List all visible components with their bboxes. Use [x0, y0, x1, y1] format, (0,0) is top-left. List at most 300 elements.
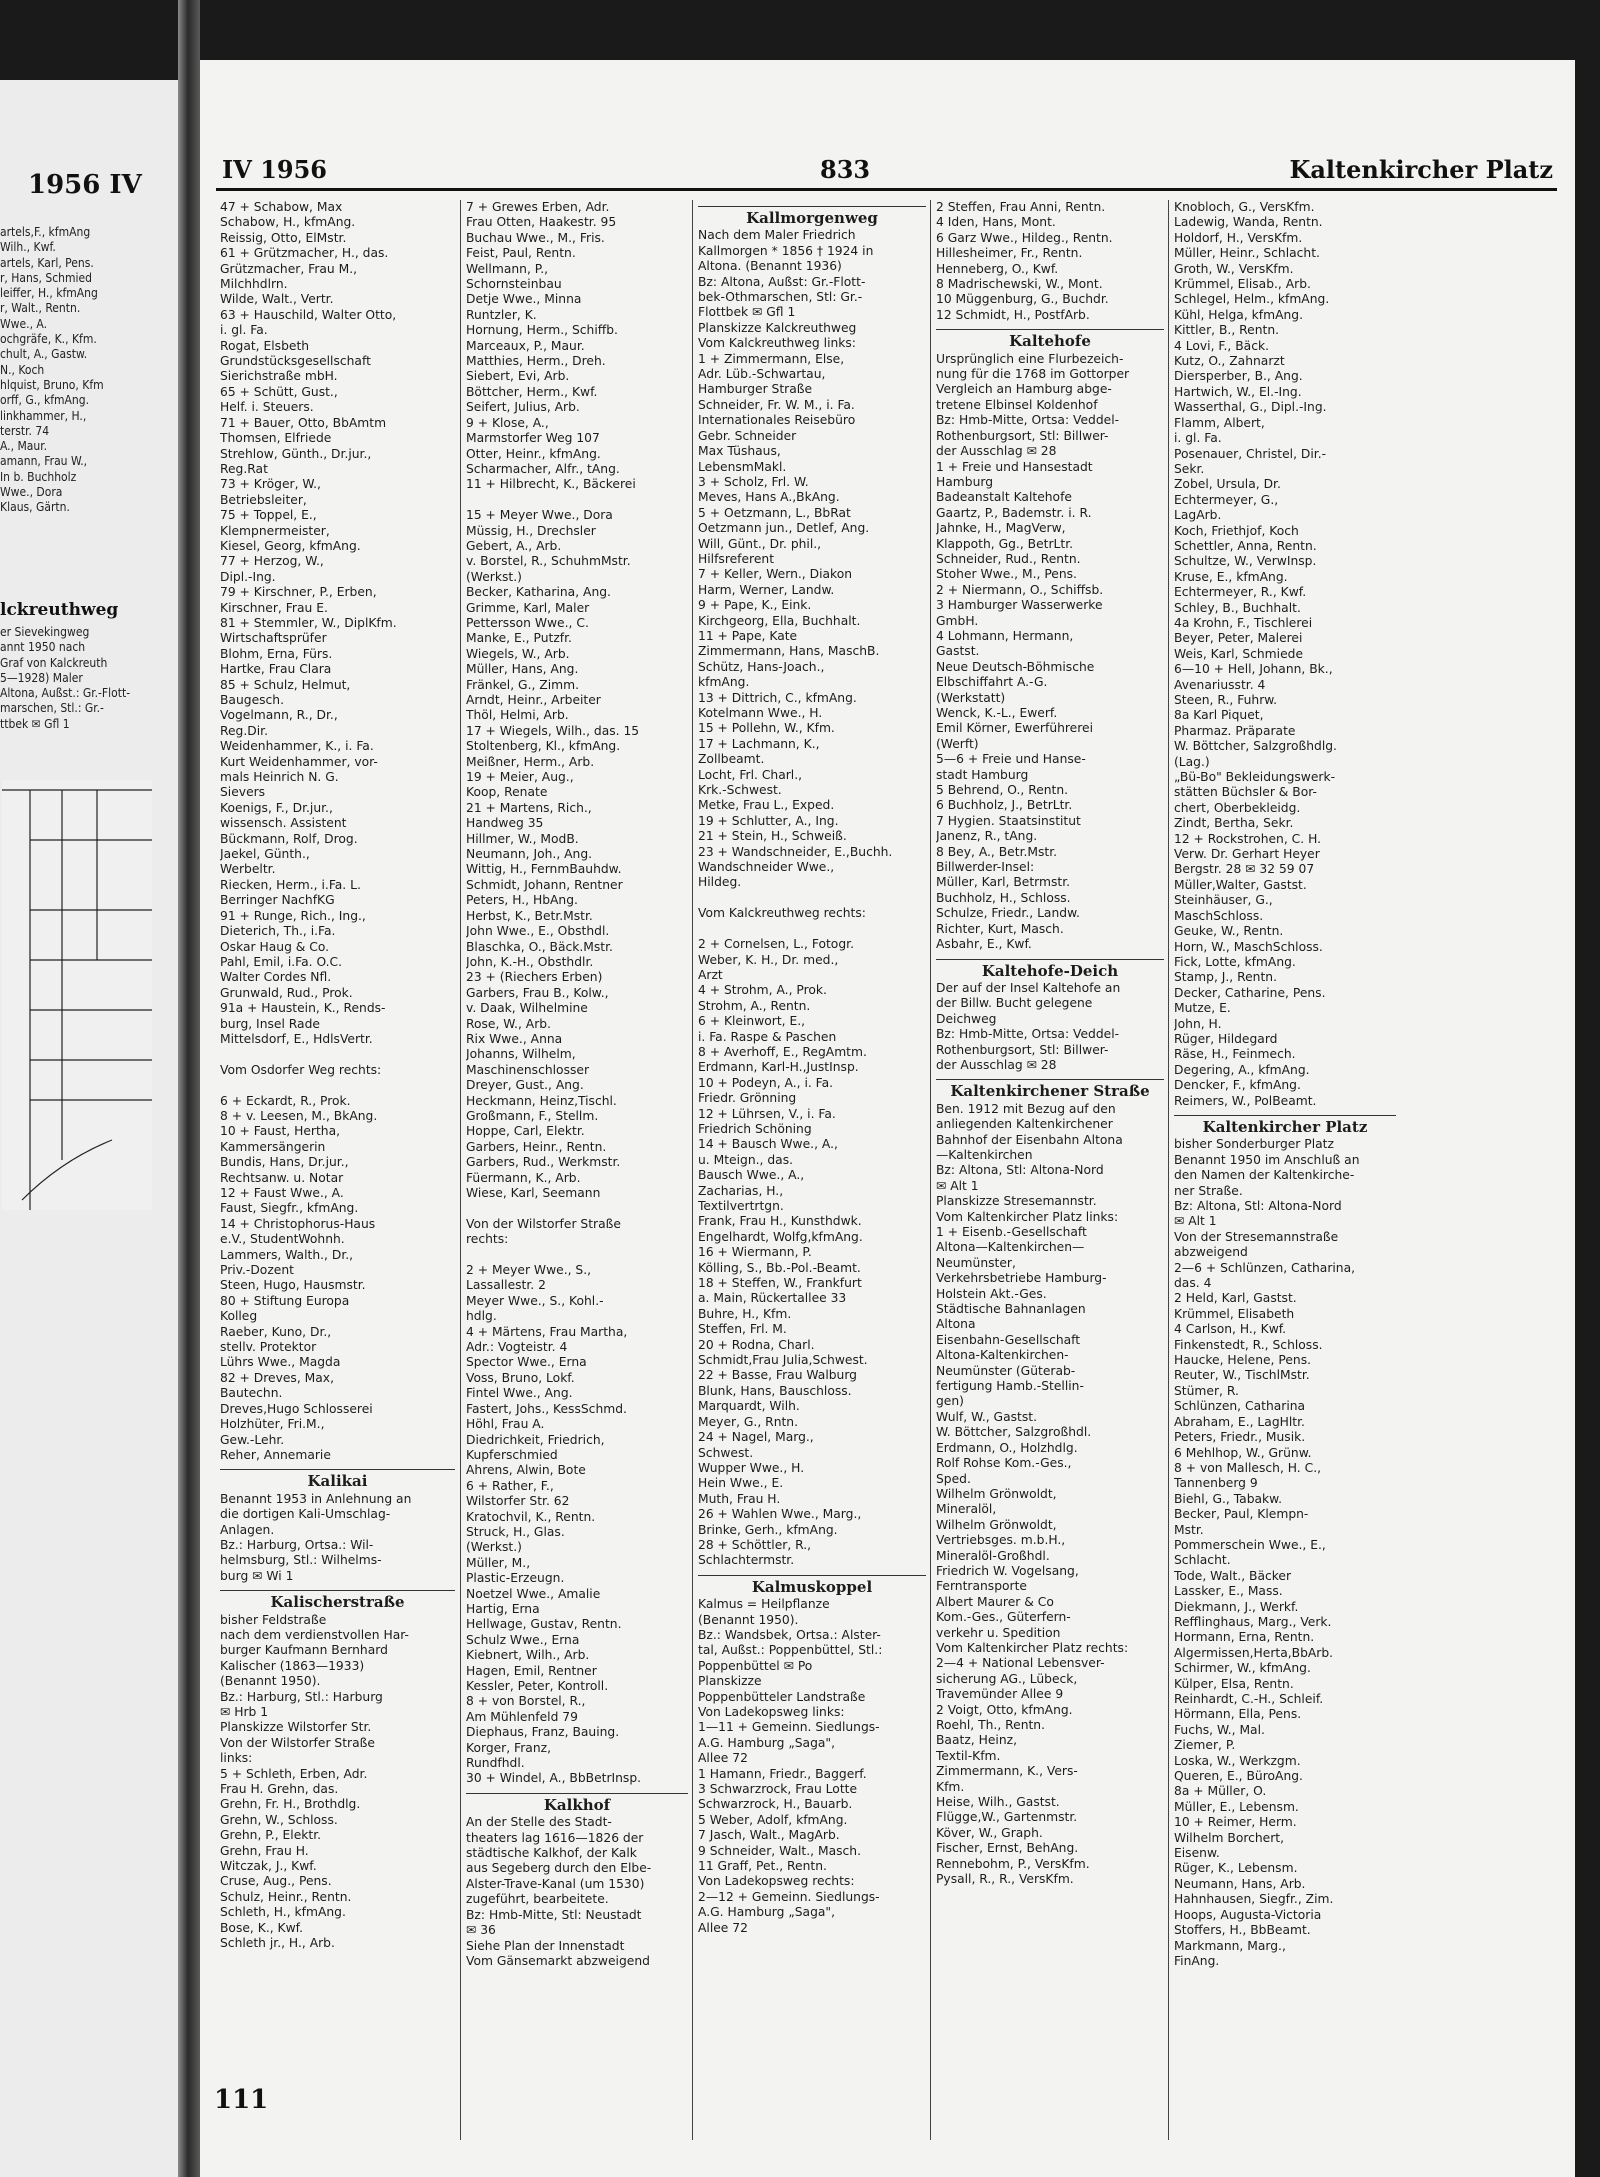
directory-line: Baugesch. — [220, 693, 285, 707]
directory-line: Rothenburgsort, Stl: Billwer- — [936, 1042, 1109, 1057]
directory-line: Roehl, Th., Rentn. — [936, 1718, 1046, 1732]
directory-line: 8a Karl Piquet, — [1174, 708, 1264, 723]
directory-line: 7 Hygien. Staatsinstitut — [936, 813, 1081, 828]
directory-line: Garbers, Frau B., Kolw., — [466, 985, 609, 1000]
directory-line: Friedr. Grönning — [698, 1091, 797, 1106]
column-divider-1 — [460, 200, 461, 2140]
directory-line: 16 + Wiermann, P. — [698, 1245, 812, 1260]
directory-line: Müller, Heinr., Schlacht. — [1174, 246, 1320, 261]
directory-line: W. Böttcher, Salzgroßhdl. — [936, 1425, 1092, 1440]
directory-line: Schwest. — [698, 1445, 754, 1460]
directory-line: Kurt Weidenhammer, vor- — [220, 754, 378, 769]
directory-line: Steffen, Frl. M. — [698, 1322, 787, 1337]
directory-line: Raeber, Kuno, Dr., — [220, 1324, 332, 1339]
directory-line: Dieterich, Th., i.Fa. — [220, 924, 336, 939]
directory-line: Berringer NachfKG — [220, 893, 335, 908]
left-line: terstr. 74 — [0, 423, 50, 438]
directory-line: 2—6 + Schlünzen, Catharina, — [1174, 1260, 1356, 1275]
directory-line: Abraham, E., LagHltr. — [1174, 1414, 1305, 1429]
directory-line: Gaartz, P., Bademstr. i. R. — [936, 505, 1092, 520]
directory-line: Am Mühlenfeld 79 — [466, 1709, 578, 1724]
column-3 — [698, 200, 926, 2120]
directory-line: Avenariusstr. 4 — [1174, 677, 1266, 692]
directory-line: Benannt 1950 im Anschluß an — [1174, 1152, 1360, 1167]
directory-line: Runtzler, K. — [466, 307, 537, 322]
street-heading: Kaltenkirchener Straße — [936, 1079, 1164, 1099]
directory-line: Haucke, Helene, Pens. — [1174, 1353, 1312, 1368]
directory-line: 91a + Haustein, K., Rends- — [220, 1001, 386, 1016]
directory-line: Ben. 1912 mit Bezug auf den — [936, 1101, 1116, 1116]
directory-line: Stamp, J., Rentn. — [1174, 970, 1277, 985]
directory-line: Schulz, Heinr., Rentn. — [220, 1889, 352, 1904]
directory-line: Knobloch, G., VersKfm. — [1174, 200, 1315, 214]
directory-line: 81 + Stemmler, W., DiplKfm. — [220, 615, 397, 630]
street-heading: Kaltehofe — [936, 329, 1164, 349]
header-rule — [216, 188, 1557, 191]
directory-line: John Wwe., E., Obsthdl. — [466, 924, 610, 939]
left-line: A., Maur. — [0, 439, 47, 454]
directory-line: 73 + Kröger, W., — [220, 477, 321, 492]
left-line: artels, Karl, Pens. — [0, 255, 94, 270]
directory-line: Fastert, Johs., KessSchmd. — [466, 1401, 627, 1416]
directory-line: Holdorf, H., VersKfm. — [1174, 230, 1303, 245]
directory-line: Thomsen, Elfriede — [220, 431, 332, 446]
directory-line: Kalmus = Heilpflanze — [698, 1597, 830, 1612]
directory-line: Pharmaz. Präparate — [1174, 723, 1296, 738]
directory-line: Kalischer (1863—1933) — [220, 1658, 365, 1673]
directory-line: LebensmMakl. — [698, 459, 787, 474]
directory-line: Garbers, Rud., Werkmstr. — [466, 1155, 621, 1170]
directory-line: Schütz, Hans-Joach., — [698, 659, 825, 674]
directory-line: der Ausschlag ✉ 28 — [936, 1057, 1057, 1072]
directory-line: Meyer, G., Rntn. — [698, 1414, 799, 1429]
directory-line: Dreves,Hugo Schlosserei — [220, 1401, 373, 1416]
directory-line: Markmann, Marg., — [1174, 1938, 1286, 1953]
directory-line: Blunk, Hans, Bauschloss. — [698, 1383, 852, 1398]
street-heading: Kallmorgenweg — [698, 206, 926, 226]
directory-line: der Billw. Bucht gelegene — [936, 996, 1093, 1011]
directory-line: Wittig, H., FernmBauhdw. — [466, 862, 622, 877]
directory-line: städtische Kalkhof, der Kalk — [466, 1846, 637, 1861]
directory-line: 12 Schmidt, H., PostfArb. — [936, 307, 1090, 322]
directory-line: Blaschka, O., Bäck.Mstr. — [466, 939, 613, 954]
directory-line: 12 + Faust Wwe., A. — [220, 1186, 344, 1200]
directory-line: Rundfhdl. — [466, 1756, 525, 1771]
directory-line: John, K.-H., Obsthdlr. — [466, 954, 594, 969]
directory-line: bisher Feldstraße — [220, 1612, 327, 1627]
street-heading: Kaltehofe-Deich — [936, 959, 1164, 979]
directory-line: chert, Oberbekleidg. — [1174, 800, 1301, 815]
directory-line: Allee 72 — [698, 1920, 748, 1935]
directory-line: Klappoth, Gg., BetrLtr. — [936, 536, 1074, 551]
left-line: r, Hans, Schmied — [0, 270, 93, 285]
left-line: Wwe., Dora — [0, 485, 63, 500]
directory-line: Harm, Werner, Landw. — [698, 582, 835, 597]
directory-line: MaschSchloss. — [1174, 908, 1264, 923]
directory-line: Marceaux, P., Maur. — [466, 338, 585, 353]
directory-line: Wilhelm Grönwoldt, — [936, 1486, 1057, 1501]
directory-line: Koch, Friethjof, Koch — [1174, 523, 1299, 538]
directory-line: Engelhardt, Wolfg,kfmAng. — [698, 1229, 863, 1244]
directory-line: wissensch. Assistent — [220, 816, 347, 831]
directory-line: Bz.: Harburg, Stl.: Harburg — [220, 1689, 383, 1704]
directory-line: Schlachtermstr. — [698, 1553, 795, 1568]
directory-line: Bz: Altona, Stl: Altona-Nord — [936, 1163, 1104, 1178]
directory-line: Mutze, E. — [1174, 1001, 1231, 1016]
directory-line — [220, 1047, 455, 1062]
directory-line: Holzhüter, Fri.M., — [220, 1417, 325, 1432]
directory-line: gen) — [936, 1394, 964, 1409]
directory-line: fertigung Hamb.-Stellin- — [936, 1379, 1084, 1394]
directory-line: Henneberg, O., Kwf. — [936, 261, 1059, 276]
directory-line: 28 + Schöttler, R., — [698, 1537, 812, 1552]
directory-line: Becker, Paul, Klempn- — [1174, 1507, 1309, 1522]
directory-line: 1—11 + Gemeinn. Siedlungs- — [698, 1720, 880, 1735]
directory-line: Johanns, Wilhelm, — [466, 1047, 576, 1062]
directory-line: 11 + Pape, Kate — [698, 628, 798, 643]
street-heading: Kaltenkircher Platz — [1174, 1115, 1396, 1135]
directory-line: Wilhelm Grönwoldt, — [936, 1517, 1057, 1532]
left-line: chult, A., Gastw. — [0, 347, 88, 362]
directory-line: Frank, Frau H., Kunsthdwk. — [698, 1214, 862, 1229]
directory-line: Wirtschaftsprüfer — [220, 631, 327, 646]
directory-line: 8 Madrischewski, W., Mont. — [936, 277, 1103, 292]
directory-line: 4 Carlson, H., Kwf. — [1174, 1322, 1287, 1337]
directory-line: Kirschner, Frau E. — [220, 600, 328, 615]
directory-line: Adr. Lüb.-Schwartau, — [698, 367, 826, 382]
directory-line: Erdmann, Karl-H.,JustInsp. — [698, 1060, 859, 1075]
directory-line: Loska, W., Werkzgm. — [1174, 1753, 1301, 1768]
directory-line: aus Segeberg durch den Elbe- — [466, 1861, 652, 1876]
directory-line: 10 + Faust, Hertha, — [220, 1124, 341, 1139]
directory-line: Ursprünglich eine Flurbezeich- — [936, 351, 1124, 366]
directory-line: Handweg 35 — [466, 816, 544, 831]
directory-line: Hillesheimer, Fr., Rentn. — [936, 246, 1083, 261]
directory-line: Beyer, Peter, Malerei — [1174, 631, 1303, 646]
directory-line: 75 + Toppel, E., — [220, 508, 317, 523]
directory-line: (Benannt 1950). — [698, 1612, 799, 1627]
directory-line: Fick, Lotte, kfmAng. — [1174, 954, 1296, 969]
directory-line: 21 + Martens, Rich., — [466, 800, 592, 815]
directory-line: Riecken, Herm., i.Fa. L. — [220, 877, 361, 892]
directory-line: Schlünzen, Catharina — [1174, 1399, 1306, 1414]
directory-line: Meyer Wwe., S., Kohl.- — [466, 1293, 604, 1308]
directory-line: Strehlow, Günth., Dr.jur., — [220, 446, 372, 461]
directory-line: Kupferschmied — [466, 1447, 558, 1462]
directory-line: Bz: Altona, Stl: Altona-Nord — [1174, 1199, 1342, 1213]
left-line: 5—1928) Maler — [0, 670, 83, 685]
directory-line: Schmidt,Frau Julia,Schwest. — [698, 1353, 868, 1368]
directory-line: v. Daak, Wilhelmine — [466, 1001, 588, 1016]
directory-line: Horn, W., MaschSchloss. — [1174, 939, 1323, 954]
directory-line: Kfm. — [936, 1779, 965, 1794]
right-page — [200, 60, 1575, 2177]
directory-line: 63 + Hauschild, Walter Otto, — [220, 307, 397, 322]
column-4 — [936, 200, 1164, 2120]
directory-line: zugeführt, bearbeitete. — [466, 1892, 609, 1907]
directory-line: anliegenden Kaltenkirchener — [936, 1117, 1113, 1132]
directory-line: Kruse, E., kfmAng. — [1174, 569, 1288, 584]
page-number: 111 — [214, 2085, 269, 2115]
directory-line: stadt Hamburg — [936, 767, 1029, 782]
directory-line: Planskizze Stresemannstr. — [936, 1194, 1097, 1209]
directory-line: Frau H. Grehn, das. — [220, 1782, 339, 1797]
directory-line: Pettersson Wwe., C. — [466, 615, 589, 630]
directory-line: Locht, Frl. Charl., — [698, 767, 803, 782]
directory-line: Spector Wwe., Erna — [466, 1355, 587, 1370]
directory-line: Dreyer, Gust., Ang. — [466, 1078, 584, 1093]
directory-line: Becker, Katharina, Ang. — [466, 585, 611, 600]
directory-line: Diekmann, J., Werkf. — [1174, 1599, 1299, 1614]
directory-line: Meißner, Herm., Arb. — [466, 754, 595, 769]
directory-line: Kirchgeorg, Ella, Buchhalt. — [698, 613, 861, 628]
directory-line: 80 + Stiftung Europa — [220, 1293, 350, 1308]
directory-line: tretene Elbinsel Koldenhof — [936, 397, 1098, 412]
directory-line: theaters lag 1616—1826 der — [466, 1830, 644, 1845]
directory-line: 47 + Schabow, Max — [220, 200, 343, 214]
directory-line: verkehr u. Spedition — [936, 1625, 1061, 1640]
directory-line: Ladewig, Wanda, Rentn. — [1174, 215, 1323, 230]
directory-line: Reher, Annemarie — [220, 1447, 331, 1462]
directory-line: Hormann, Erna, Rentn. — [1174, 1630, 1315, 1645]
directory-line: Kolleg — [220, 1309, 258, 1324]
directory-line: hdlg. — [466, 1309, 497, 1324]
directory-line: Stoher Wwe., M., Pens. — [936, 567, 1077, 582]
directory-line: LagArb. — [1174, 508, 1222, 523]
directory-line: 5 Behrend, O., Rentn. — [936, 783, 1069, 798]
directory-line: bek-Othmarschen, Stl: Gr.- — [698, 290, 863, 305]
directory-line: Von Ladekopsweg rechts: — [698, 1874, 855, 1889]
directory-line: 6 + Eckardt, R., Prok. — [220, 1093, 351, 1108]
directory-line: (Werft) — [936, 736, 979, 751]
directory-line: John, H. — [1174, 1016, 1222, 1031]
directory-line: Mineralöl-Großhdl. — [936, 1548, 1050, 1563]
directory-line: Feist, Paul, Rentn. — [466, 246, 576, 261]
directory-line: Krümmel, Elisab., Arb. — [1174, 277, 1311, 292]
directory-line: Hillmer, W., ModB. — [466, 831, 579, 846]
directory-line: Hoppe, Carl, Elektr. — [466, 1124, 585, 1139]
directory-line: Betriebsleiter, — [220, 492, 307, 507]
directory-line: Wilstorfer Str. 62 — [466, 1494, 570, 1509]
directory-line: Bausch Wwe., A., — [698, 1168, 805, 1183]
directory-line: Reg.Dir. — [220, 723, 268, 738]
directory-line: sicherung AG., Lübeck, — [936, 1671, 1078, 1686]
directory-line: Schulze, Friedr., Landw. — [936, 906, 1080, 921]
directory-line: Echtermeyer, R., Kwf. — [1174, 585, 1307, 600]
directory-line: Hoops, Augusta-Victoria — [1174, 1907, 1322, 1922]
directory-line: Hein Wwe., E. — [698, 1476, 784, 1491]
directory-line: 1 + Eisenb.-Gesellschaft — [936, 1225, 1087, 1239]
directory-line: Will, Günt., Dr. phil., — [698, 536, 822, 551]
directory-line: 11 + Hilbrecht, K., Bäckerei — [466, 477, 636, 492]
directory-line: Von der Wilstorfer Straße — [466, 1216, 621, 1231]
directory-line: 5 + Oetzmann, L., BbRat — [698, 505, 851, 520]
directory-line: Peters, H., HbAng. — [466, 893, 578, 908]
directory-line: Buchau Wwe., M., Fris. — [466, 230, 605, 245]
directory-line: Von der Stresemannstraße — [1174, 1229, 1339, 1244]
directory-line: ✉ 36 — [466, 1923, 496, 1938]
directory-line: Diersperber, B., Ang. — [1174, 369, 1303, 384]
directory-line: 2 + Cornelsen, L., Fotogr. — [698, 937, 854, 952]
directory-line: nach dem verdienstvollen Har- — [220, 1627, 409, 1642]
directory-line: Pahl, Emil, i.Fa. O.C. — [220, 954, 343, 969]
directory-line: 24 + Nagel, Marg., — [698, 1430, 814, 1445]
directory-line: 4 Lovi, F., Bäck. — [1174, 338, 1269, 353]
running-head-page-number: 833 — [820, 155, 871, 184]
directory-line: Neumann, Hans, Arb. — [1174, 1876, 1306, 1891]
directory-line: Bz.: Harburg, Ortsa.: Wil- — [220, 1537, 374, 1552]
directory-line: Verw. Dr. Gerhart Heyer — [1174, 847, 1320, 862]
left-line: annt 1950 nach — [0, 640, 86, 655]
directory-line: 2 + Niermann, O., Schiffsb. — [936, 582, 1104, 597]
directory-line: Schleth jr., H., Arb. — [220, 1936, 335, 1951]
directory-line: 7 + Keller, Wern., Diakon — [698, 567, 853, 582]
directory-line: Korger, Franz, — [466, 1740, 551, 1755]
directory-line: Hildeg. — [698, 875, 742, 890]
directory-line: Grehn, W., Schloss. — [220, 1812, 338, 1827]
directory-line: 10 + Podeyn, A., i. Fa. — [698, 1075, 834, 1090]
directory-line: Echtermeyer, G., — [1174, 492, 1279, 507]
directory-line: der Ausschlag ✉ 28 — [936, 444, 1057, 459]
directory-line: Siehe Plan der Innenstadt — [466, 1938, 625, 1953]
directory-line: u. Mteign., das. — [698, 1152, 794, 1167]
directory-line: Reimers, W., PolBeamt. — [1174, 1093, 1317, 1108]
directory-line: Krk.-Schwest. — [698, 783, 782, 798]
directory-line: Zacharias, H., — [698, 1183, 784, 1198]
directory-line: 4 Iden, Hans, Mont. — [936, 215, 1056, 230]
directory-line: FinAng. — [1174, 1953, 1220, 1968]
directory-line: GmbH. — [936, 613, 979, 628]
directory-line: Stümer, R. — [1174, 1383, 1239, 1398]
directory-line: Neumünster, — [936, 1255, 1016, 1270]
directory-line: 7 + Grewes Erben, Adr. — [466, 200, 610, 214]
directory-line: Rose, W., Arb. — [466, 1016, 551, 1031]
column-divider-3 — [930, 200, 931, 2140]
directory-line: Jaekel, Günth., — [220, 847, 310, 862]
directory-line: 23 + Wandschneider, E.,Buchh. — [698, 844, 893, 859]
directory-line: Reg.Rat — [220, 461, 268, 476]
directory-line: 4 Lohmann, Hermann, — [936, 628, 1074, 643]
directory-line: 9 + Pape, K., Eink. — [698, 598, 812, 613]
directory-line: Bz: Hmb-Mitte, Ortsa: Veddel- — [936, 413, 1120, 428]
directory-line: Wilhelm Borchert, — [1174, 1830, 1285, 1845]
directory-line: Ahrens, Alwin, Bote — [466, 1463, 586, 1478]
directory-line: Bautechn. — [220, 1386, 283, 1401]
directory-line: Gebert, A., Arb. — [466, 538, 562, 553]
directory-line: Heise, Wilh., Gastst. — [936, 1795, 1060, 1810]
running-head-right: Kaltenkircher Platz — [1289, 155, 1553, 184]
directory-line: Hornung, Herm., Schiffb. — [466, 323, 618, 338]
directory-line: Steen, R., Fuhrw. — [1174, 693, 1278, 707]
directory-line: Schornsteinbau — [466, 277, 562, 292]
directory-line: Zindt, Bertha, Sekr. — [1174, 816, 1294, 831]
directory-line: 3 + Scholz, Frl. W. — [698, 474, 809, 489]
directory-line: Koenigs, F., Dr.jur., — [220, 800, 333, 815]
directory-line: Noetzel Wwe., Amalie — [466, 1586, 601, 1601]
directory-line: Bundis, Hans, Dr.jur., — [220, 1155, 349, 1170]
directory-line: Flügge,W., Gartenmstr. — [936, 1810, 1078, 1825]
directory-line: Lassker, E., Mass. — [1174, 1584, 1283, 1599]
directory-line: Külper, Elsa, Rentn. — [1174, 1676, 1294, 1691]
directory-line: Weber, K. H., Dr. med., — [698, 952, 839, 967]
directory-line: Siebert, Evi, Arb. — [466, 369, 570, 384]
directory-line: 10 + Reimer, Herm. — [1174, 1815, 1297, 1830]
directory-line: Asbahr, E., Kwf. — [936, 937, 1032, 952]
directory-line: Wiegels, W., Arb. — [466, 646, 570, 661]
directory-line: (Lag.) — [1174, 754, 1210, 769]
directory-line: 11 Graff, Pet., Rentn. — [698, 1859, 827, 1874]
directory-line: Fränkel, G., Zimm. — [466, 677, 580, 692]
directory-line: Schwarzrock, H., Bauarb. — [698, 1797, 853, 1812]
directory-line: 6 Garz Wwe., Hildeg., Rentn. — [936, 230, 1113, 245]
directory-line: 8 + von Mallesch, H. C., — [1174, 1460, 1322, 1475]
directory-line: Oskar Haug & Co. — [220, 939, 330, 954]
directory-line: die dortigen Kali-Umschlag- — [220, 1507, 391, 1522]
directory-line: Allee 72 — [698, 1751, 748, 1766]
directory-line: 82 + Dreves, Max, — [220, 1370, 334, 1385]
left-line: er Sievekingweg — [0, 625, 90, 639]
directory-line: Diephaus, Franz, Bauing. — [466, 1725, 620, 1740]
directory-line: Internationales Reisebüro — [698, 413, 856, 428]
street-map-sketch — [2, 780, 152, 1210]
directory-line: Bückmann, Rolf, Drog. — [220, 831, 358, 846]
directory-line: 1 + Zimmermann, Else, — [698, 351, 845, 366]
directory-line: 21 + Stein, H., Schweiß. — [698, 829, 847, 844]
directory-line: A.G. Hamburg „Saga", — [698, 1735, 835, 1750]
directory-line: Grundstücksgesellschaft — [220, 354, 371, 369]
directory-line: Sekr. — [1174, 461, 1205, 476]
directory-line: —Kaltenkirchen — [936, 1147, 1033, 1162]
directory-line: Holstein Akt.-Ges. — [936, 1286, 1047, 1301]
directory-line: Fintel Wwe., Ang. — [466, 1386, 573, 1401]
directory-line: Werbeltr. — [220, 862, 276, 877]
directory-line: Schlacht. — [1174, 1553, 1231, 1568]
directory-line: Elbschiffahrt A.-G. — [936, 675, 1048, 690]
directory-line: 8 Bey, A., Betr.Mstr. — [936, 844, 1058, 859]
directory-line: (Werkst.) — [466, 1540, 522, 1555]
directory-line: 18 + Steffen, W., Frankfurt — [698, 1276, 862, 1291]
directory-line: Scharmacher, Alfr., tAng. — [466, 461, 620, 476]
directory-line: Poppenbütteler Landstraße — [698, 1689, 866, 1704]
directory-line — [466, 493, 688, 508]
directory-line: Ferntransporte — [936, 1579, 1027, 1594]
directory-line: 2 Held, Karl, Gastst. — [1174, 1291, 1297, 1306]
directory-line: Albert Maurer & Co — [936, 1594, 1054, 1609]
directory-line: Erdmann, O., Holzhdlg. — [936, 1440, 1078, 1455]
directory-line: Kratochvil, K., Rentn. — [466, 1509, 596, 1524]
directory-line: Kessler, Peter, Kontroll. — [466, 1679, 609, 1693]
directory-line: 2 Voigt, Otto, kfmAng. — [936, 1702, 1073, 1717]
directory-line: Marquardt, Wilh. — [698, 1399, 800, 1414]
directory-line: Rothenburgsort, Stl: Billwer- — [936, 428, 1109, 443]
directory-line: Vom Kalckreuthweg links: — [698, 336, 856, 351]
directory-line: ner Straße. — [1174, 1183, 1243, 1198]
directory-line: An der Stelle des Stadt- — [466, 1815, 612, 1830]
directory-line: 6 + Kleinwort, E., — [698, 1014, 806, 1029]
directory-line: 15 + Meyer Wwe., Dora — [466, 508, 613, 523]
directory-line: Schirmer, W., kfmAng. — [1174, 1661, 1311, 1676]
directory-line: W. Böttcher, Salzgroßhdlg. — [1174, 739, 1337, 754]
directory-line: Muth, Frau H. — [698, 1491, 781, 1506]
directory-line: 12 + Rockstrohen, C. H. — [1174, 831, 1322, 846]
directory-line: Wiese, Karl, Seemann — [466, 1186, 601, 1200]
directory-line: Bz: Altona, Außst: Gr.-Flott- — [698, 274, 866, 289]
directory-line: Schneider, Rud., Rentn. — [936, 551, 1081, 566]
directory-line: Reuter, W., TischlMstr. — [1174, 1368, 1310, 1383]
directory-line: Rüger, K., Lebensm. — [1174, 1861, 1298, 1876]
directory-line: Benannt 1953 in Anlehnung an — [220, 1491, 412, 1506]
directory-line: Tode, Walt., Bäcker — [1174, 1568, 1292, 1583]
